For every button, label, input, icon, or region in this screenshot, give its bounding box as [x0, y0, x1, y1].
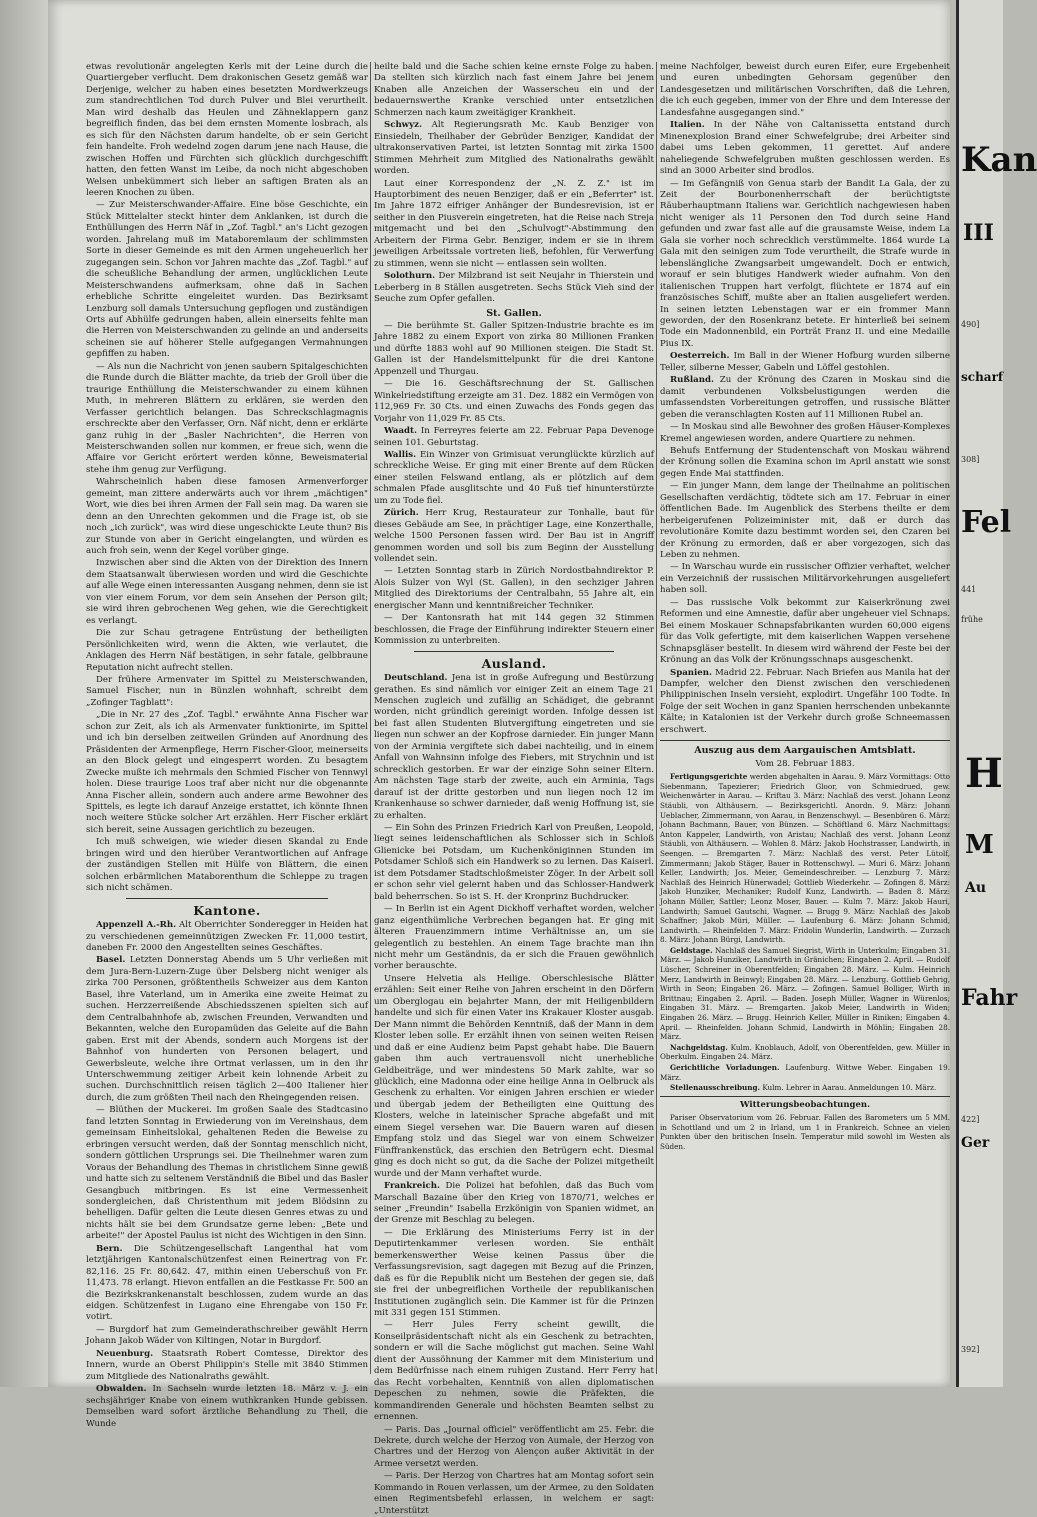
column-3: [660, 62, 950, 1382]
article-paragraph: — Herr Jules Ferry scheint gewillt, die Konseilpräsidentschaft nicht als ein Geschenk zu betrachten, sondern er will die Sache möglichst gut machen. Seine Wahl dient der Aussöhnung der Kammer mit dem Ministerium und dem Bedürfnisse nach einem ruhigen Zustand. Herr Ferry hat das Recht vorbehalten, Kenntniß von allen diplomatischen Depeschen zu nehmen, sowie die Präfekten, die kommandirenden Generale und höchsten Beamten selbst zu ernennen.: [374, 1320, 654, 1423]
article-paragraph: — Zur Meisterschwander-Affaire. Eine böse Geschichte, ein Stück Mittelalter steckt hinter dem Anklanken, ist durch die Enthüllungen des Herrn Näf in „Zof. Tagbl." an's Licht gezogen worden. Jahrelang muß im Mataboremlaum der schlimmsten Sorte in dieser Gemeinde es mit den Armen ungeheuerlich her zugegangen sein. Schon vor Jahren machte das „Zof. Tagbl." auf die scheußliche Behandlung der armen, unglücklichen Leute Meisterschwandens aufmerksam, ohne daß in Sachen erhebliche Schritte eingeleitet wurden. Das Bezirksamt Lenzburg soll damals Untersuchung gepflogen und zuständigen Orts auf Abhülfe gedrungen haben, allein einerseits fehlte man die Herren von Meisterschwanden zu gelinde an und anderseits scheinen sie auf höherer Stelle aufgegangen Vermahnungen gepfiffen zu haben.: [86, 200, 368, 360]
adjacent-headline: scharf: [961, 370, 1004, 384]
column-1: [86, 62, 369, 1429]
article-paragraph: Inzwischen aber sind die Akten von der Direktion des Innern dem Staatsanwalt überwiesen worden und wird die Geschichte auf alle Wege einen interessanten Ausgang nehmen, denn sie ist von vier einem Forum, vor dem sein Ansehen der Person gilt; sie wird ihren gebrochenen Weg gehen, wie die Gerechtigkeit es verlangt.: [86, 558, 368, 626]
left-page-margin: [0, 0, 48, 1387]
article-paragraph: — Ein junger Mann, dem lange der Theilnahme an politischen Gesellschaften verdächtig, tödtete sich am 17. Februar in einer öffentlichen Bade. Im Augenblick des Sterbens theilte er dem herbeigerufenen Polizeiminister mit, daß er durch das revolutionäre Komite dazu bestimmt worden sei, den Czaren bei der Krönung zu ermorden, daß er aber vorgezogen, sich das Leben zu nehmen.: [660, 481, 950, 561]
column-rule-2: [656, 62, 657, 1374]
section-divider: [660, 1096, 950, 1097]
section-title-kantone: Kantone.: [193, 902, 261, 918]
canton-lead: Schwyz.: [384, 120, 422, 131]
article-text: In Ferreyres feierte am 22. Februar Papa Devenoge seinen 101. Geburtstag.: [374, 426, 654, 448]
canton-lead: Appenzell A.-Rh.: [96, 920, 177, 931]
article-paragraph: Die zur Schau getragene Entrüstung der betheiligten Persönlichkeiten wird, wenn die Akten, wie verlautet, die Anklagen des Herrn Näf bestätigen, in sehr fatale, gelbbraune Reputation nicht aufrecht stellen.: [86, 628, 368, 673]
amtsblatt-title: Auszug aus dem Aargauischen Amtsblatt.: [694, 745, 916, 757]
country-lead: Rußland.: [670, 375, 715, 386]
notice-lead: Fertigungsgerichte: [670, 772, 748, 782]
adjacent-page-fragment: [956, 0, 1037, 1387]
canton-lead: Zürich.: [384, 508, 419, 519]
notice-lead: Gerichtliche Vorladungen.: [670, 1063, 780, 1072]
canton-title: St. Gallen.: [486, 307, 542, 319]
article-paragraph: Wahrscheinlich haben diese famosen Armenverforger gemeint, man zittere anderwärts auch vor ihrem „mächtigen" Wort, wie dies bei ihren Armen der Fall sein mag. Da waren sie denn an den Unrechten gekommen und die Frage ist, ob sie noch „ich zurück", was wird diese ungeschickte Leute thun? Bis zur Stunde von aber in Gericht eingelangten, und würden es auch froh sein, wenn der Kegel vorüber ginge.: [86, 477, 368, 557]
article-text: Staatsrath Robert Comtesse, Direktor des Innern, wurde an Oberst Philippin's Stelle mit 3840 Stimmen zum Mitgliede des Nationalraths gewählt.: [86, 1348, 368, 1382]
article-paragraph: — Die 16. Geschäftsrechnung der St. Gallischen Winkelriedstiftung erzeigte am 31. Dez. 1882 ein Vermögen von 112,969 Fr. 30 Cts. und einen Zuwachs des Fonds gegen das Vorjahr von 11,029 Fr. 85 Cts.: [374, 379, 654, 424]
weather-title: Witterungsbeobachtungen.: [739, 1099, 871, 1110]
adjacent-headline: H: [965, 750, 1003, 797]
article-text: In der Nähe von Caltanissetta entstand durch Minenexplosion Brand einer Schwefelgrube; drei Arbeiter sind dabei ums Leben gekommen, 11 gerettet. Auf andere naheliegende Schwefelgruben mußten geschlossen werden. Es sind an 3000 Arbeiter sind brodlos.: [660, 120, 950, 177]
article-text: Alt Oberrichter Sonderegger in Heiden hat zu verschiedenen gemeinnützigen Zwecken Fr. 11,000 testirt, daneben Fr. 2000 den Angestellten seines Geschäftes.: [86, 920, 369, 953]
notice-lead: Stellenausschreibung.: [670, 1083, 761, 1093]
article-paragraph: Ich muß schweigen, wie wieder diesen Skandal zu Ende bringen wird und den hierüber Verantwortlichen auf Anfrage der zuständigen Stellen mit Hülfe von Blättern, die einen solchen erbärmlichen Mataborenthum die Schleppe zu tragen sich nicht schämen.: [86, 837, 368, 894]
section-divider: [126, 898, 328, 899]
article-paragraph: — In Warschau wurde ein russischer Offizier verhaftet, welcher ein Verzeichniß der russischen Militärvorkehrungen ausgeliefert haben soll.: [660, 562, 950, 596]
newspaper-page: [48, 0, 951, 1516]
notice-lead: Nachgeldstag.: [670, 1042, 728, 1052]
article-text: Die Schützengesellschaft Langenthal hat vom letztjährigen Kantonalschützenfest einen Reinertrag von Fr. 82,116. 25 Fr. 80,642. 47, mithin einen Ueberschuß von Fr. 11,473. 78 erlangt. Hievon entfallen an die Festkasse Fr. 500 an die Bezirkskrankenanstalt beschlossen, zudem wurde an das eidgen. Schützenfest in Lugano eine Ehrengabe von 150 Fr. votirt.: [86, 1243, 368, 1323]
adjacent-headline: Fahr: [961, 985, 1018, 1011]
article-paragraph: — Paris. Das „Journal officiel" veröffentlicht am 25. Febr. die Dekrete, durch welche der Herzog von Aumale, der Herzog von Chartres und der Herzog von Alençon außer Aktivität in der Armee versetzt werden.: [374, 1424, 654, 1469]
article-paragraph: — Letzten Sonntag starb in Zürich Nordostbahndirektor P. Alois Sulzer von Wyl (St. Gallen), in den sechziger Jahren Mitglied des Direktoriums der Centralbahn, 55 Jahre alt, ein energischer Mann und kenntnißreicher Techniker.: [374, 566, 654, 611]
notice-text: Kulm. Knoblauch, Adolf, von Oberentfelden, gew. Müller in Oberkulm. Eingaben 24. März.: [660, 1042, 950, 1062]
article-paragraph: heilte bald und die Sache schien keine ernste Folge zu haben. Da stellten sich kürzlich nach fast einem Jahre bei jenem Knaben alle Anzeichen der Wasserscheu ein und der bedauernswerthe Kranke verschied unter entsetzlichen Schmerzen nach kaum zweitägiger Krankheit.: [374, 62, 654, 118]
column-rule-1: [370, 62, 371, 1374]
article-paragraph: — Das russische Volk bekommt zur Kaiserkrönung zwei Reformen und eine Amnestie, dafür aber ungeheuer viel Schnaps. Bei einem Moskauer Schnapsfabrikanten wurden 60,000 eigens für das Volk gefertigte, mit dem kaiserlichen Wappen versehene Schnapsgläser bestellt. In diesem wird während der Feste bei der Krönung an das Volk der Krönungsschnaps ausgeschenkt.: [660, 597, 950, 666]
country-lead: Oesterreich.: [670, 351, 730, 362]
article-text: Die Polizei hat befohlen, daß das Buch vom Marschall Bazaine über den Krieg von 1870/71, welches er seiner „Freundin" Isabella Erzkönigin von Spanien widmet, an der Grenze mit Beschlag zu belegen.: [374, 1181, 654, 1226]
article-text: Alt Regierungsrath Mc. Kaub Benziger von Einsiedeln, Theilhaber der Gebrüder Benziger, Kandidat der ultrakonservativen Partei, ist letzten Sonntag mit zirka 1500 Stimmen Mehrheit zum Mitglied des Nationalraths gewählt worden.: [374, 120, 654, 177]
adjacent-number: 441: [961, 585, 977, 594]
notice-text: Nachlaß des Samuel Siegrist, Wirth in Unterkulm; Eingaben 31. März. — Jakob Hunziker, Landwirth in Gränichen; Eingaben 2. April. — Rudolf Lüscher, Schreiner in Oberentfelden; Eingaben 28. März. — Kulm. Heinrich Merz, Landwirth in Beinwyl; Eingaben 28. März. — Lenzburg. Gottlieb Gehrig, Wirth in Seon; Eingaben 26. März. — Zofingen. Samuel Bolliger, Wirth in Brittnau; Eingaben 2. April. — Baden. Joseph Müller, Wagner in Würenlos; Eingaben 31. März. — Bremgarten. Jakob Meier, Landwirth in Widen; Eingaben 26. März. — Brugg. Heinrich Keller, Müller in Riniken; Eingaben 4. April. — Rheinfelden. Johann Schmid, Landwirth in Möhlin; Eingaben 28. März.: [660, 945, 950, 1042]
country-lead: Deutschland.: [384, 673, 448, 684]
canton-lead: Waadt.: [384, 426, 418, 437]
adjacent-text: frühe: [961, 615, 983, 624]
country-lead: Frankreich.: [384, 1181, 440, 1192]
amtsblatt-date: Vom 28. Februar 1883.: [755, 758, 855, 769]
adjacent-number: 308]: [961, 455, 980, 464]
notice-lead: Geldstage.: [670, 945, 713, 955]
article-paragraph: — In Berlin ist ein Agent Dickhoff verhaftet worden, welcher ganz eigenthümliche Verbrechen begangen hat. Er ging mit älteren Frauenzimmern intime Verhältnisse an, um sie gelegentlich zu bestehlen. An einem Tage brachte man ihn nicht mehr um Geständnis, da er sich die Frauen gewöhnlich vorher berauschte.: [374, 904, 654, 972]
country-lead: Spanien.: [670, 667, 713, 678]
adjacent-number: 422]: [961, 1115, 980, 1124]
article-text: Zu der Krönung des Czaren in Moskau sind die damit verbundenen Volksbelustigungen werden die umfassendsten Vorbereitungen getroffen, und russische Blätter geben die veranschlagten Kosten auf 11 Millionen Rubel an.: [660, 375, 950, 420]
article-paragraph: Behufs Entfernung der Studentenschaft von Moskau während der Krönung sollen die Examina schon im April anstatt wie sonst gegen Ende Mai stattfinden.: [660, 445, 950, 479]
adjacent-headline: Au: [965, 880, 987, 896]
adjacent-number: 490]: [961, 320, 980, 329]
article-text: Madrid 22. Februar. Nach Briefen aus Manila hat der Dampfer, welcher den Dienst zwischen den verschiedenen Philippinischen Inseln versieht, explodirt. Ungefähr 100 Todte. In Folge der seit Wochen in ganz Spanien herrschenden unbekannte Kälte; in Katalonien ist der Verkehr durch große Schneemassen erschwert.: [660, 667, 951, 735]
canton-lead: Wallis.: [384, 449, 417, 460]
section-title-ausland: Ausland.: [481, 655, 547, 671]
article-paragraph: Der frühere Armenvater im Spittel zu Meisterschwanden, Samuel Fischer, nun in Bünzlen wohnhaft, schreibt dem „Zofinger Tagblatt":: [86, 675, 368, 708]
column-2: [374, 62, 654, 1516]
article-paragraph: „Die in Nr. 27 des „Zof. Tagbl." erwähnte Anna Fischer war schon zur Zeit, als ich als Armenvater funktionirte, im Spittel und ich bin derselben zeitweilen Gründen auf Anordnung des Präsidenten der Armenpflege, Herrn Fischer-Gloor, meinerseits an den Block gelegt und eingesperrt worden. Zu besagtem Zwecke mußte ich mehrmals den Schmied Fischer von Tennwyl holen. Diese traurige Loos traf aber nicht nur die obgenannte Anna Fischer allein, sondern auch andere arme Bewohner des Spittels, es legte ich darauf Anzeige erstattet, ich könnte Ihnen noch weitere Stücke solcher Art erzählen. Herr Fischer erklärt sich bereit, seine Aussagen gerichtlich zu bezeugen.: [86, 710, 368, 835]
country-lead: Italien.: [670, 120, 705, 131]
canton-lead: Solothurn.: [384, 271, 436, 282]
weather-text: Pariser Observatorium vom 26. Februar. Fallen des Barometers um 5 MM. in Schottland und um 2 in Irland, um 1 in Frankreich. Schnee an vielen Punkten über den britischen Inseln. Temperatur mild sowohl im Westen als Süden.: [660, 1113, 950, 1152]
adjacent-headline: Kan: [961, 140, 1037, 180]
canton-lead: Neuenburg.: [96, 1348, 154, 1359]
article-paragraph: — Ein Sohn des Prinzen Friedrich Karl von Preußen, Leopold, liegt seines leidenschaftlichen als Schlosser sich in Schloß Glienicke bei Potsdam, um Kuchenköniginnen Stunden im Potsdamer Schloß sich ein Handwerk so zu lernen. Das Kaiserl. ist dem Potsdamer Stadtschloßmeister Zöger. In der Arbeit soll er schon sehr viel gelernt haben und das Schlosser-Handwerk bald beherrschen. So ist S. H. der Kronprinz Buchdrucker.: [374, 823, 654, 902]
article-text: Letzten Donnerstag Abends um 5 Uhr verließen mit dem Jura-Bern-Luzern-Zuge über Delsberg nicht weniger als zirka 700 Personen, größtentheils Schweizer aus dem Kanton Basel, ihre Vaterland, um in Amerika eine zweite Heimat zu suchen. Herzzerreißende Abschiedsszenen spielten sich auf dem Centralbahnhofe ab, zwischen Freunden, Verwandten und Bekannten, welche den Europamüden das Geleite auf die Bahn gaben. Erst mit der Abends, sondern auch Morgens ist der Bahnhof von hunderten von Personen belagert, und Gewerbsleute, welche ihre Ortmat verlassen, um in den ihr Unterschwemmung zeitiger Arbeit kein lohnende Arbeit zu suchen. Durchschnittlich reisen täglich 2—400 Italiener hier durch, die zum größten Theil nach den Rheingegenden reisen.: [86, 955, 369, 1103]
article-paragraph: Unsere Helvetia als Heilige. Oberschlesische Blätter erzählen: Seit einer Reihe von Jahren erscheint in den Dörfern um Oberglogau ein bejahrter Mann, der mit Heiligenbildern handelte und sich für einen Vater ins Krakauer Kloster ausgab. Der Mann nimmt die Behörden Kenntniß, daß der Mann in dem Kloster leben solle. Er erzählt ihnen von seinen weiten Reisen und daß er eine Audienz beim Papst gehabt habe. Die Bauern gaben ihm auch vertrauensvoll nicht unerhebliche Geldbeiträge, und wer mindestens 50 Mark zahlte, war so glücklich, eine Madonna oder eine heilige Anna in Oelbruck als Geschenk zu erhalten. Vor einigen Jahren erschien er wieder und übergab jedem der Betheiligten eine Quittung des Klosters, welche in lateinischer Sprache abgefaßt und mit einem Siegel versehen war. Die Bauern waren auf diesen Empfang stolz und das Siegel war von einem Schweizer Fünffrankenstück, das erschien den Betrügern echt. Diesmal ging es doch nicht so gut, da die Sache der Polizei mitgetheilt wurde und der Mann verhaftet wurde.: [374, 973, 654, 1179]
notice-text: Laufenburg. Wittwe Weber. Eingaben 19. März.: [660, 1063, 950, 1082]
article-paragraph: — In Moskau sind alle Bewohner des großen Häuser-Komplexes Kremel angewiesen worden, andere Quartiere zu nehmen.: [660, 422, 950, 444]
adjacent-headline: Fel: [961, 505, 1012, 540]
canton-lead: Basel.: [96, 955, 126, 966]
article-paragraph: — Im Gefängniß von Genua starb der Bandit La Gala, der zu Zeit der Bourbonenherrschaft der berüchtigtste Räuberhauptmann Italiens war. Gerichtlich nachgewiesen haben nicht weniger als 11 Personen den Tod durch seine Hand gefunden und zwar fast alle auf die grausamste Weise, indem La Gala sie vorher noch schrecklich verstümmelte. 1864 wurde La Gala mit den seinigen zum Tode verurtheilt, die Strafe wurde in lebenslängliche Zwangsarbeit umgewandelt. Doch er entwich, worauf er sein blutiges Handwerk wieder aufnahm. Von den italienischen Truppen hart verfolgt, flüchtete er 1874 auf ein französisches Schiff, mußte aber an Italien ausgeliefert werden. In seinen letzten Lebenstagen war er ein frommer Mann geworden, der den Rosenkranz betete. Er hinterließ bei seinem Tode ein Madonnenbild, ein Porträt Franz II. und eine Medaille Pius IX.: [660, 178, 950, 349]
article-paragraph: — Die Erklärung des Ministeriums Ferry ist in der Deputirtenkammer verlesen worden. Sie enthält bemerkenswerther Weise keinen Passus über die Verfassungsrevision, sagt dagegen mit Bezug auf die Prinzen, daß es für die Republik nicht um Bestehen der gegen sie, daß sie frei der unbegreiflichen Vortheile der republikanischen Institutionen zugänglich sein. Die Kammer ist für die Prinzen mit 331 gegen 151 Stimmen.: [374, 1227, 654, 1319]
article-text: Der Milzbrand ist seit Neujahr in Thierstein und Leberberg in 8 Ställen ausgetreten. Sechs Stück Vieh sind der Seuche zum Opfer gefallen.: [374, 271, 654, 305]
notice-text: werden abgehalten in Aarau. 9. März Vormittags: Otto Siebenmann, Tapezierer; Friedrich Gloor, von Schmiedrued, gew. Weichenwärter in Aarau. — Kriftau 3. März: Nachlaß des verst. Johann Leonz Stäubli, von Althäusern. — Bezirksgerichtl. Anordn. 9. März: Johann Ueblacher, Zimmermann, von Aarau, in Benzenschwyl. — Besenbüren 6. März: Johann Bachmann, Bauer, von Bünzen. — Schöftland 6. März Nachmittags: Anton Kappeler, Landwirth, von Aristau; Nachlaß des verst. Johann Leonz Stäubli, von Althäusern. — Wohlen 8. März: Jakob Hochstrasser, Landwirth, in Seengen. — Bremgarten 7. März: Nachlaß des verst. Peter Lütolf, Zimmermann; Jakob Stäger, Bauer in Rottenschwyl. — Muri 6. März: Johann Keller, Landwirth; Jos. Meier, Gemeindeschreiber. — Lenzburg 7. März: Nachlaß des Heinrich Hünerwadel; Gottlieb Wiederkehr. — Zofingen 8. März: Jakob Hunziker, Mechaniker; Rudolf Kunz, Landwirth. — Baden 8. März: Johann Müller, Sattler; Leonz Moser, Bauer. — Kulm 7. März: Jakob Hauri, Landwirth; Samuel Gautschi, Wagner. — Brugg 9. März: Nachlaß des Jakob Schaffner; Jakob Müri, Müller. — Laufenburg 6. März: Johann Schmid, Landwirth. — Rheinfelden 7. März: Fridolin Wunderlin, Landwirth. — Zurzach 8. März: Johann Bürgi, Landwirth.: [660, 772, 950, 945]
article-paragraph: Laut einer Korrespondenz der „N. Z. Z." ist im Hauptorbiment des neuen Benziger, daß er ein „Beferrter" ist. Im Jahre 1872 eifriger Anhänger der Bundesrevision, ist er seither in den Piusverein eingetreten, hat die Reise nach Streja mitgemacht und bei den „Schulvogt"-Abstimmung den Arbeitern der Firma Gebr. Benziger, indem er sie in ihrem jeweiligen Arbeitssale vortreten ließ, befohlen, für Verwerfung zu stimmen, wenn sie nicht — entlassen sein wollten.: [374, 178, 654, 269]
article-text: In Sachseln wurde letzten 18. März v. J. ein sechsjähriger Knabe von einem wuthkranken Hunde gebissen. Demselben ward sofort ärztliche Behandlung zu Theil, die Wunde: [86, 1384, 368, 1429]
section-divider: [414, 651, 614, 652]
article-text: Im Ball in der Wiener Hofburg wurden silberne Teller, silberne Messer, Gabeln und Löffel gestohlen.: [660, 351, 950, 373]
canton-lead: Bern.: [96, 1243, 123, 1254]
article-text: Jena ist in große Aufregung und Bestürzung gerathen. Es sind nämlich vor einiger Zeit an einem Tage 21 Menschen zugleich und zufällig an Schädiget, die gebrannt worden, nicht gründlich gereinigt worden. Infolge dessen ist bei fast allen Studenten Blutvergiftung eingetreten und sie liegen nun schwer an der Kopfrose darnieder. Ein junger Mann von der Arminia vergiftete sich dabei nachteilig, und in einem Anfall von Wahnsinn infolge des Fiebers, mit Strychnin und ist schrecklich gestorben. Er war der einzige Sohn seiner Eltern. Am nächsten Tage starb der zweite, auch ein Arminia, Tags darauf ist der dritte gestorben und nun liegen noch 12 im Krankenhause so schwer darnieder, daß wenig Hoffnung ist, sie zu erhalten.: [374, 673, 654, 821]
article-text: Herr Krug, Restaurateur zur Tonhalle, baut für dieses Gebäude am See, in prächtiger Lage, eine Konzerthalle, welche 1500 Personen fassen wird. Der Bau ist in Angriff genommen worden und soll bis zum Beginn der Ausstellung vollendet sein.: [374, 508, 654, 565]
adjacent-headline: Ger: [961, 1135, 990, 1151]
section-divider: [660, 740, 950, 741]
notice-text: Kulm. Lehrer in Aarau. Anmeldungen 10. März.: [762, 1083, 937, 1093]
adjacent-number: 392]: [961, 1345, 980, 1354]
canton-lead: Obwalden.: [96, 1384, 147, 1395]
article-paragraph: etwas revolutionär angelegten Kerls mit der Leine durch die Quartiergeber verflucht. Dem drakonischen Gesetz gemäß war Derjenige, welcher zu haben eines besetzten Mordwerkzeugs zum standrechtlichen Tod durch Pulver und Blei verurtheilt. Man wird deshalb das Heulen und Zähneklappern ganz begreiflich finden, das bei dem ernsten Momente losbrach, als es sich für den Nächsten darum handelte, ob er sein Gericht fein handelte. Froh wedelnd zogen darum jene nach Hause, die zwischen Hoffen und Fürchten sich glücklich durchgeschifft hatten, den fetten Wanst im Leibe, da noch nicht abgeschoben Welsen unbekümmert sich lieber an saftigen Braten als an leeren Knochen zu üben.: [86, 62, 368, 198]
article-paragraph: — Der Kantonsrath hat mit 144 gegen 32 Stimmen beschlossen, die Frage der Einführung indirekter Steuern einer Kommission zu unterbreiten.: [374, 613, 654, 647]
adjacent-headline: III: [963, 220, 994, 246]
article-paragraph: — Als nun die Nachricht von jenen saubern Spitalgeschichten die Runde durch die Blätter machte, da trieb der Groll über die traurige Enthüllung die Meisterschwander zu einem kühnen Muth, in mehreren Blättern zu erklären, sie werden den Verfasser gerichtlich belangen. Das Schreckschlagmagnis erschreckte aber den Verfasser, Orn. Näf nicht, denn er erklärte ganz ruhig in der „Basler Nachrichten", die Herren von Meisterschwanden sollen nur kommen, er freue sich, wenn die Affaire vor Gericht erörtert werden könne, Beweismaterial stehe ihm genug zur Verfügung.: [86, 361, 368, 475]
article-paragraph: — Die berühmte St. Galler Spitzen-Industrie brachte es im Jahre 1882 zu einem Export von zirka 80 Millionen Franken und dürfte 1883 wohl auf 90 Millionen steigen. Die Stadt St. Gallen ist der Handelsmittelpunkt für die drei Kantone Appenzell und Thurgau.: [374, 320, 654, 377]
article-paragraph: — Burgdorf hat zum Gemeinderathschreiber gewählt Herrn Johann Jakob Wäder von Kiltingen, Notar in Burgdorf.: [86, 1324, 368, 1347]
article-paragraph: — Blüthen der Muckerei. Im großen Saale des Stadtcasino fand letzten Sonntag in Erwiederung von im Vereinshaus, dem gemeinsam Einheitslokal, gehaltenen Reden die Beweise zu erbringen versucht werden, daß der Sonntag menschlich nicht, sondern göttlichen Ursprungs sei. Die Theilnehmer waren zum Voraus der Behandlung des Themas in christlichem Sinne gewiß und hatte sich zu seltenem Verständniß die Bibel und das Basler Gesangbuch mitbringen. Es ist eine Vermessenheit sondergleichen, daß Christenthum mit jedem Blödsinn zu behelligen. Dafür gelten die Leute diesen Genres etwas zu und nichts hält sie bei dem Grundsatze gerne leben: „Bete und arbeite!" der Apostel Paulus ist nicht des Wichtigen in den Sinn.: [86, 1105, 368, 1242]
adjacent-headline: M: [965, 830, 994, 860]
article-paragraph: meine Nachfolger, beweist durch euren Eifer, eure Ergebenheit und euren unbedingten Gehorsam gegenüber den Landesgesetzen und militärischen Vorschriften, daß die Lehren, die ich euch gegeben, immer von der Ehre und dem Interesse der Landesfahne ausgegangen sind.": [660, 62, 950, 118]
article-paragraph: — Paris. Der Herzog von Chartres hat am Montag sofort sein Kommando in Rouen verlassen, um der Armee, zu den Soldaten einen Regimentsbefehl erlassen, in welchem er sagt: „Unterstützt: [374, 1471, 654, 1516]
article-text: Ein Winzer von Grimisuat verunglückte kürzlich auf schreckliche Weise. Er ging mit einer Brente auf dem Rücken einer steilen Felswand entlang, als er plötzlich auf dem schmalen Pfade ausglitschte und 40 Fuß tief hinunterstürzte um zu Tode fiel.: [374, 449, 654, 506]
